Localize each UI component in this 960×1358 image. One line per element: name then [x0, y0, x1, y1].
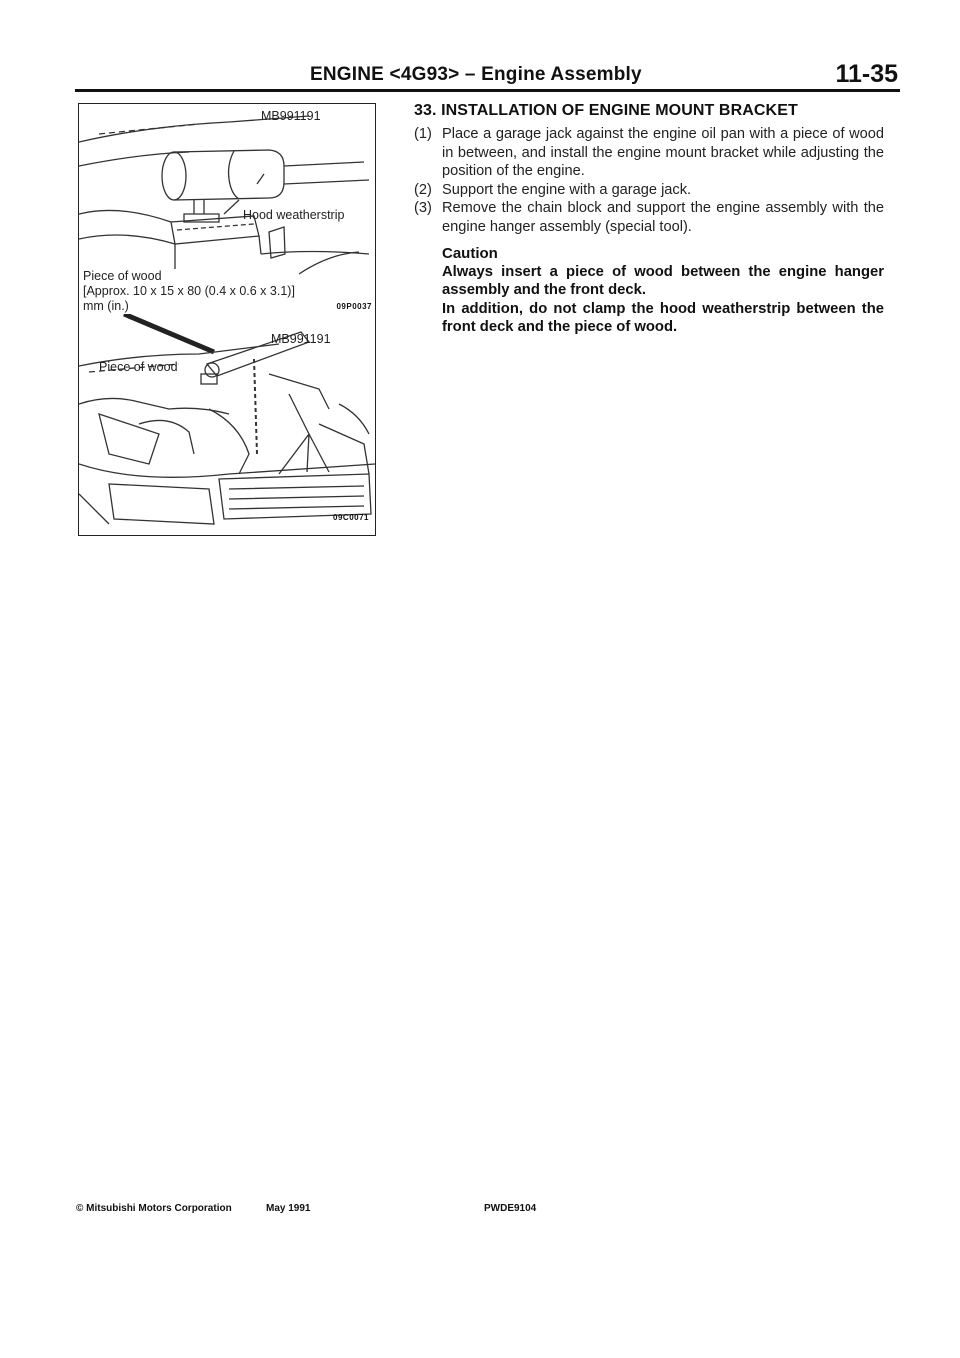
figure-engine-hanger — [78, 314, 376, 536]
caution-line: Always insert a piece of wood between the engine hanger assembly and the front deck. — [442, 263, 884, 299]
engine-hanger-illustration — [79, 314, 375, 535]
weatherstrip-label: Hood weatherstrip — [243, 208, 345, 222]
footer-code: PWDE9104 — [484, 1203, 537, 1214]
page-header — [75, 58, 900, 90]
figure-code-2: 09C0071 — [333, 513, 369, 522]
step-list — [414, 125, 884, 237]
step-text: Place a garage jack against the engine oil pan with a piece of wood in between, and install the engine mount bracket while adjusting the position of the engine. — [442, 126, 884, 180]
procedure-content — [414, 102, 884, 337]
wood-dimensions: [Approx. 10 x 15 x 80 (0.4 x 0.6 x 3.1)] — [83, 284, 295, 298]
footer-date: May 1991 — [266, 1203, 311, 1214]
page-title: ENGINE <4G93> – Engine Assembly — [310, 64, 642, 85]
tool-label: MB991191 — [261, 109, 321, 123]
footer-copyright: © Mitsubishi Motors Corporation — [76, 1203, 232, 1214]
step-number: (3) — [414, 200, 432, 217]
figure-code: 09P0037 — [336, 302, 372, 311]
step-item — [414, 199, 884, 236]
step-item — [414, 125, 884, 181]
wood-label: Piece of wood — [83, 269, 162, 283]
wood-label-2: Piece of wood — [99, 360, 178, 374]
caution-block — [414, 245, 884, 337]
caution-title: Caution — [442, 244, 498, 262]
step-item — [414, 181, 884, 200]
caution-line: In addition, do not clamp the hood weatherstrip between the front deck and the piece of wood. — [442, 300, 884, 336]
figure-bracket-closeup — [78, 103, 376, 316]
step-number: (2) — [414, 181, 432, 198]
tool-label-2: MB991191 — [271, 332, 331, 346]
step-text: Remove the chain block and support the engine assembly with the engine hanger assembly (special tool). — [442, 200, 884, 235]
page-number: 11-35 — [835, 60, 898, 88]
section-heading: 33. INSTALLATION OF ENGINE MOUNT BRACKET — [414, 102, 798, 119]
dimension-unit: mm (in.) — [83, 299, 129, 313]
step-text: Support the engine with a garage jack. — [442, 181, 692, 198]
header-rule — [75, 89, 900, 92]
step-number: (1) — [414, 126, 432, 142]
